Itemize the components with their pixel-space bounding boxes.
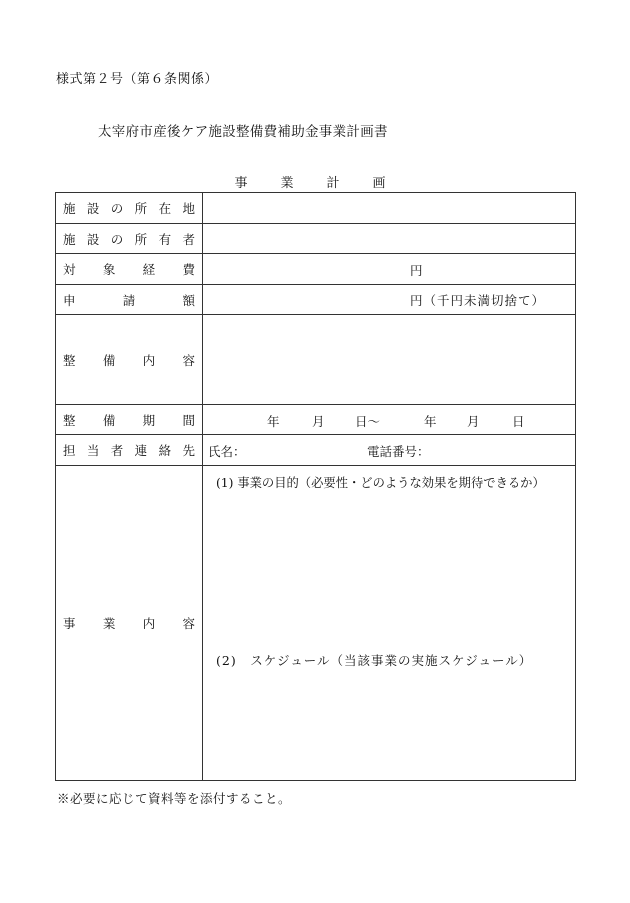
label-char: 整: [63, 412, 76, 428]
row-business: [56, 466, 576, 781]
field-location[interactable]: [203, 193, 576, 224]
label-owner: [56, 224, 203, 254]
amount-unit: 円（千円未満切捨て）: [410, 293, 546, 308]
label-char: 容: [182, 616, 195, 631]
spread-label: [63, 260, 195, 278]
cost-unit: 円: [410, 263, 423, 278]
period-year-2: 年: [424, 414, 437, 429]
label-char: 絡: [158, 443, 172, 458]
label-char: 備: [102, 412, 116, 428]
label-char: 者: [182, 231, 195, 247]
contact-phone-label: 電話番号：: [367, 444, 430, 459]
footnote: ※必要に応じて資料等を添付すること。: [57, 791, 292, 806]
label-char: 設: [86, 201, 100, 216]
label-char: 象: [102, 262, 116, 277]
label-char: 者: [110, 443, 124, 458]
label-char: 費: [182, 262, 195, 277]
contact-name-label: 氏名：: [208, 444, 246, 459]
row-period: [56, 405, 576, 435]
label-business: [56, 466, 203, 781]
label-char: の: [110, 231, 124, 247]
row-location: [56, 193, 576, 224]
spread-label: [63, 614, 195, 632]
label-char: 先: [182, 443, 195, 458]
label-content: [56, 315, 203, 405]
field-business[interactable]: [203, 466, 576, 781]
label-char: 備: [102, 352, 116, 368]
label-char: 間: [182, 412, 195, 428]
row-contact: [56, 435, 576, 466]
field-owner[interactable]: [203, 224, 576, 254]
label-char: 連: [134, 443, 148, 458]
row-amount: [56, 285, 576, 315]
label-char: 施: [63, 201, 76, 216]
label-amount: [56, 285, 203, 315]
label-char: 内: [142, 616, 156, 631]
label-char: 整: [63, 352, 76, 368]
label-char: 経: [142, 262, 156, 277]
label-char: 対: [63, 262, 76, 277]
table-caption: [0, 172, 630, 191]
label-char: 地: [182, 201, 195, 216]
period-year-1: 年: [267, 414, 280, 429]
label-char: 設: [86, 231, 100, 247]
period-month-1: 月: [312, 414, 325, 429]
period-day-2: 日: [512, 414, 525, 429]
label-char: 内: [142, 352, 156, 368]
field-cost[interactable]: [203, 254, 576, 285]
spread-label: [63, 230, 195, 248]
label-char: 担: [63, 443, 76, 458]
label-char: 有: [158, 231, 172, 247]
spread-label: [63, 441, 195, 459]
label-char: 在: [158, 201, 172, 216]
label-char: 当: [86, 443, 100, 458]
field-amount[interactable]: [203, 285, 576, 315]
label-char: 請: [122, 292, 136, 308]
business-item-purpose: (1) 事業の目的（必要性・どのような効果を期待できるか）: [216, 476, 545, 490]
field-contact[interactable]: [203, 435, 576, 466]
label-char: 申: [63, 292, 76, 308]
table-caption-text: 事 業 計 画: [234, 176, 396, 191]
form-number: 様式第２号（第６条関係）: [56, 72, 219, 87]
label-contact: [56, 435, 203, 466]
label-char: 容: [182, 352, 195, 368]
label-cost: [56, 254, 203, 285]
row-owner: [56, 224, 576, 254]
field-content[interactable]: [203, 315, 576, 405]
label-char: 期: [142, 412, 156, 428]
label-char: の: [110, 201, 124, 216]
spread-label: [63, 291, 195, 309]
business-item-schedule: (2) スケジュール（当該事業の実施スケジュール）: [216, 653, 533, 668]
spread-label: [63, 351, 195, 369]
label-char: 施: [63, 231, 76, 247]
label-location: [56, 193, 203, 224]
field-period[interactable]: [203, 405, 576, 435]
label-char: 所: [134, 231, 148, 247]
row-content: [56, 315, 576, 405]
period-month-2: 月: [467, 414, 480, 429]
label-char: 業: [102, 616, 116, 631]
row-cost: [56, 254, 576, 285]
period-day-1: 日～: [355, 414, 381, 429]
label-char: 事: [63, 616, 76, 631]
label-char: 額: [182, 292, 195, 308]
document-title: 太宰府市産後ケア施設整備費補助金事業計画書: [98, 124, 388, 140]
spread-label: [63, 411, 195, 429]
label-period: [56, 405, 203, 435]
business-plan-table: [55, 192, 576, 781]
label-char: 所: [134, 201, 148, 216]
spread-label: [63, 199, 195, 217]
